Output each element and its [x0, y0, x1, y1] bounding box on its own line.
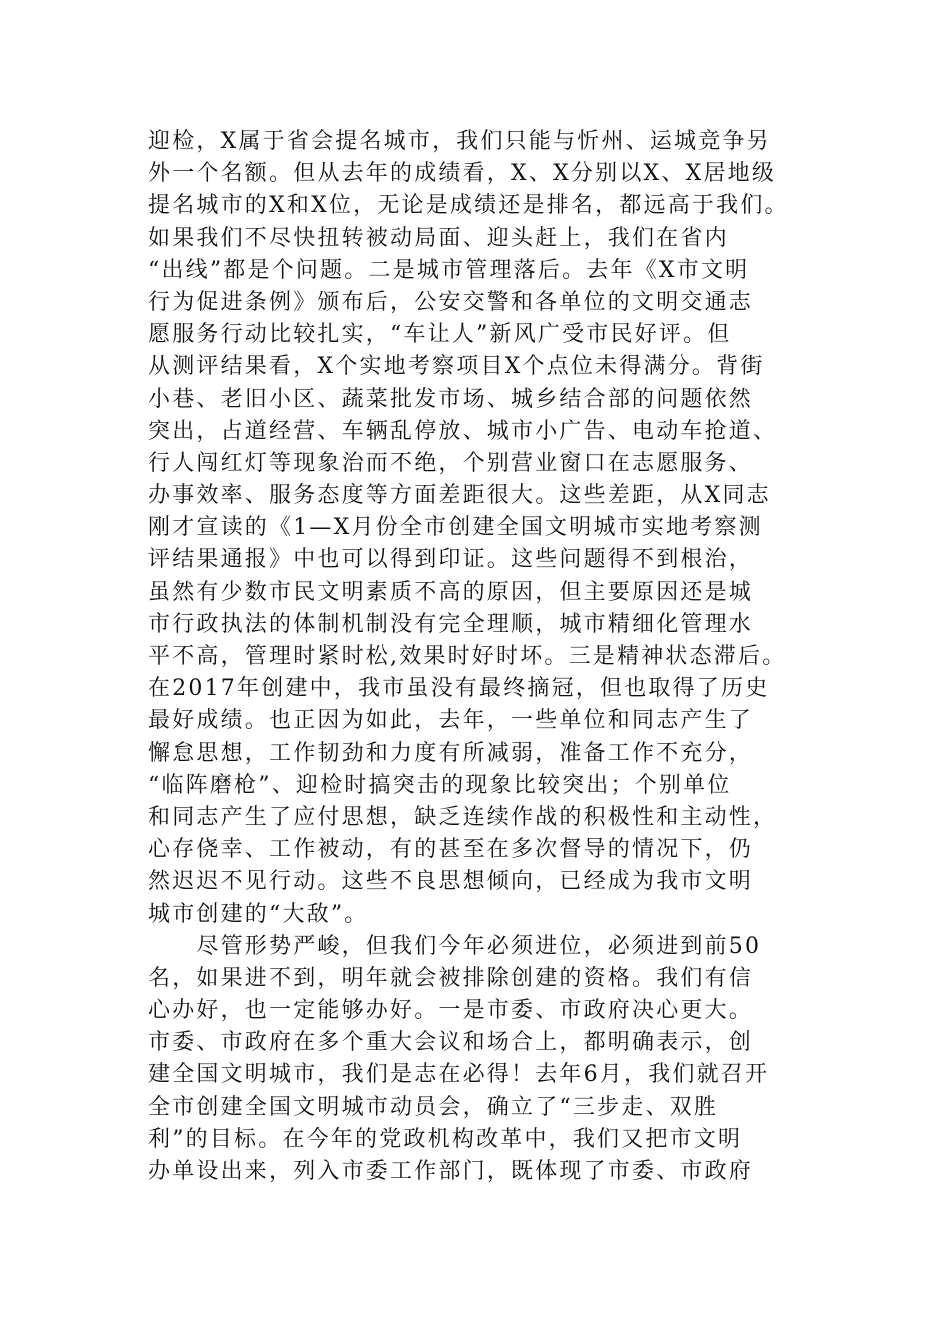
text-line: 和同志产生了应付思想，缺乏连续作战的积极性和主动性，	[148, 804, 778, 830]
text-line: 市委、市政府在多个重大会议和场合上，都明确表示，创	[148, 1030, 754, 1056]
text-line: 行人闯红灯等现象治而不绝，个别营业窗口在志愿服务、	[148, 450, 754, 476]
text-line: 虽然有少数市民文明素质不高的原因，但主要原因还是城	[148, 579, 754, 605]
text-line: 最好成绩。也正因为如此，去年，一些单位和同志产生了	[148, 708, 754, 734]
text-line: 平不高，管理时紧时松,效果时好时坏。三是精神状态滞后。	[148, 644, 787, 669]
text-line: 办单设出来，列入市委工作部门，既体现了市委、市政府	[148, 1159, 754, 1184]
text-line: 心存侥幸、工作被动，有的甚至在多次督导的情况下，仍	[148, 837, 754, 863]
text-line: 小巷、老旧小区、蔬菜批发市场、城乡结合部的问题依然	[148, 386, 754, 412]
text-line: 评结果通报》中也可以得到印证。这些问题得不到根治，	[148, 547, 754, 573]
text-line: 提名城市的X和X位，无论是成绩还是排名，都远高于我们。	[148, 193, 789, 219]
paragraph-start-line: 尽管形势严峻，但我们今年必须进位，必须进到前50	[148, 933, 762, 959]
text-line: 懈怠思想，工作韧劲和力度有所减弱，准备工作不充分，	[148, 740, 754, 766]
text-line: 市行政执法的体制机制没有完全理顺，城市精细化管理水	[148, 611, 754, 637]
text-line: 突出，占道经营、车辆乱停放、城市小广告、电动车抢道、	[148, 418, 778, 444]
text-line: 建全国文明城市，我们是志在必得！去年6月，我们就召开	[148, 1062, 770, 1088]
text-line: 办事效率、服务态度等方面差距很大。这些差距，从X同志	[148, 483, 771, 509]
body-text	[148, 126, 828, 1188]
text-line: 从测评结果看，X个实地考察项目X个点位未得满分。背街	[148, 354, 765, 380]
text-line: 全市创建全国文明城市动员会，确立了“三步走、双胜	[148, 1094, 719, 1120]
text-line: 行为促进条例》颁布后，公安交警和各单位的文明交通志	[148, 289, 754, 315]
text-line: 外一个名额。但从去年的成绩看，X、X分别以X、X居地级	[148, 161, 777, 187]
text-line: 愿服务行动比较扎实，“车让人”新风广受市民好评。但	[148, 322, 732, 348]
text-line: 名，如果进不到，明年就会被排除创建的资格。我们有信	[148, 965, 754, 991]
text-line: “出线”都是个问题。二是城市管理落后。去年《X市文明	[148, 257, 750, 283]
text-line: “临阵磨枪”、迎检时搞突击的现象比较突出；个别单位	[148, 772, 732, 798]
text-line: 然迟迟不见行动。这些不良思想倾向，已经成为我市文明	[148, 869, 754, 895]
text-line: 城市创建的“大敌”。	[148, 901, 369, 927]
text-line: 在2017年创建中，我市虽没有最终摘冠，但也取得了历史	[148, 676, 770, 702]
text-line: 心办好，也一定能够办好。一是市委、市政府决心更大。	[148, 998, 754, 1024]
text-line: 刚才宣读的《1—X月份全市创建全国文明城市实地考察测	[148, 515, 763, 541]
text-line: 如果我们不尽快扭转被动局面、迎头赶上，我们在省内	[148, 225, 729, 251]
text-line: 迎检，X属于省会提名城市，我们只能与忻州、运城竞争另	[148, 129, 771, 154]
text-line: 利”的目标。在今年的党政机构改革中，我们又把市文明	[148, 1126, 743, 1152]
